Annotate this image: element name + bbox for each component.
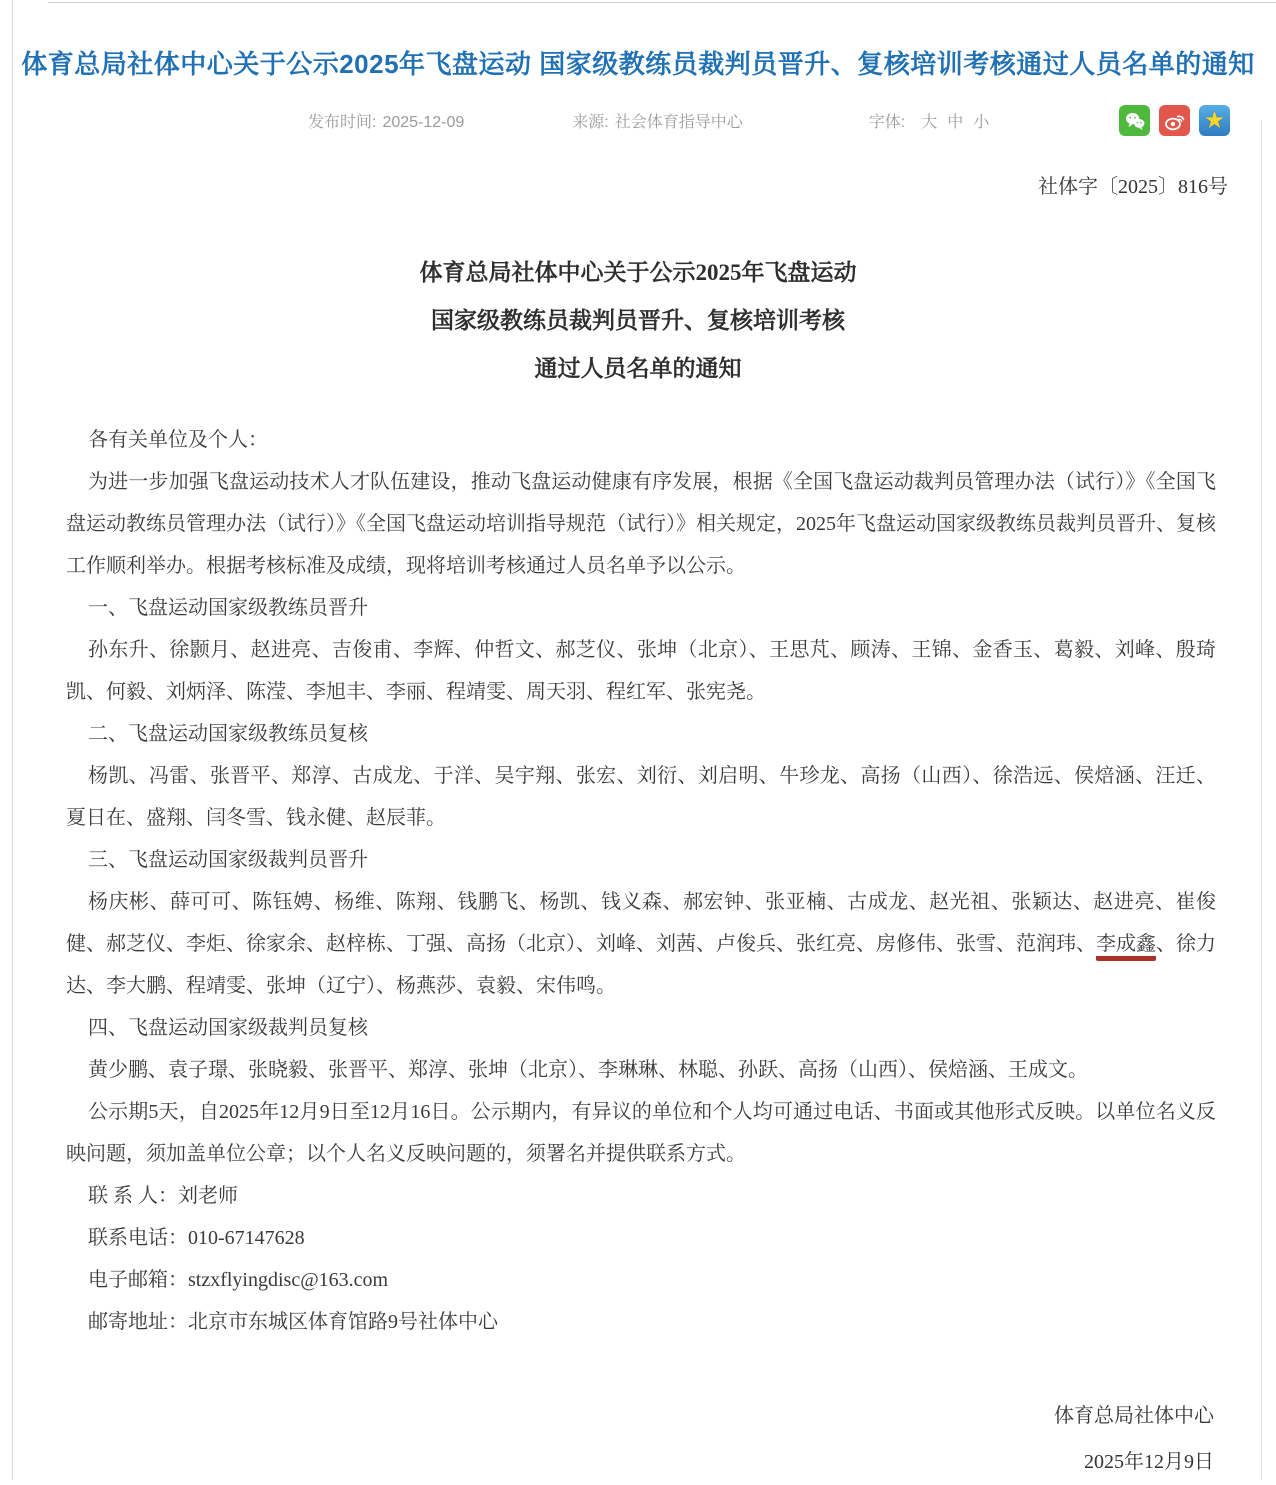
section-3-names-before: 杨庆彬、薛可可、陈钰娉、杨维、陈翔、钱鹏飞、杨凯、钱义森、郝宏钟、张亚楠、古成龙、赵光祖、张颖达、赵进亮、崔俊健、郝芝仪、李炬、徐家余、赵梓栋、丁强、高扬（北京）、刘峰、刘茜、卢俊兵、张红亮、房修伟、张雪、范润玮、 — [66, 891, 1216, 955]
publish-time-value: 2025-12-09 — [382, 114, 465, 131]
wechat-bubbles-icon — [1124, 110, 1146, 132]
publish-time-label: 发布时间: — [308, 114, 377, 131]
section-3-names — [66, 881, 1216, 1007]
document-title-line-1: 体育总局社体中心关于公示2025年飞盘运动 — [419, 260, 857, 285]
meta-row — [0, 105, 1276, 136]
contact-address-label: 邮寄地址： — [88, 1311, 188, 1333]
section-4-heading: 四、飞盘运动国家级裁判员复核 — [88, 1017, 368, 1039]
section-3-highlighted-name: 李成鑫 — [1096, 933, 1156, 961]
font-size-label: 字体: — [868, 114, 906, 131]
closing-paragraph: 公示期5天，自2025年12月9日至12月16日。公示期内，有异议的单位和个人均可通过电话、书面或其他形式反映。以单位名义反映问题，须加盖单位公章；以个人名义反映问题的，须署名并提供联系方式。 — [66, 1101, 1216, 1165]
contact-phone — [66, 1217, 1216, 1259]
contact-person-value: 刘老师 — [178, 1185, 238, 1207]
font-size-small-button[interactable]: 小 — [973, 114, 990, 131]
source-value: 社会体育指导中心 — [614, 114, 743, 131]
share-icons — [1119, 105, 1230, 136]
contact-person-label: 联 系 人： — [88, 1185, 178, 1207]
signature-org: 体育总局社体中心 — [1054, 1405, 1214, 1427]
page-frame-top — [48, 2, 1276, 3]
document-ref-number: 社体字〔2025〕816号 — [1038, 176, 1228, 198]
document-title — [0, 249, 1276, 393]
font-size-switcher — [859, 109, 990, 132]
section-2-names: 杨凯、冯雷、张晋平、郑淳、古成龙、于洋、吴宇翔、张宏、刘衍、刘启明、牛珍龙、高扬（山西）、徐浩远、侯焙涵、汪迁、夏日在、盛翔、闫冬雪、钱永健、赵辰菲。 — [66, 765, 1216, 829]
document-title-line-3: 通过人员名单的通知 — [534, 356, 742, 381]
section-1-names: 孙东升、徐颢月、赵进亮、吉俊甫、李辉、仲哲文、郝芝仪、张坤（北京）、王思芃、顾涛、王锦、金香玉、葛毅、刘峰、殷琦凯、何毅、刘炳泽、陈滢、李旭丰、李丽、程靖雯、周天羽、程红军、张宪尧。 — [66, 639, 1216, 703]
section-4-names: 黄少鹏、袁子璟、张晓毅、张晋平、郑淳、张坤（北京）、李琳琳、林聪、孙跃、高扬（山西）、侯焙涵、王成文。 — [88, 1059, 1088, 1081]
page-frame-left — [12, 0, 13, 1480]
qzone-share-icon[interactable] — [1199, 105, 1230, 136]
contact-address — [66, 1301, 1216, 1343]
page-title: 体育总局社体中心关于公示2025年飞盘运动 国家级教练员裁判员晋升、复核培训考核通过人员名单的通知 — [21, 49, 1255, 79]
contact-address-value: 北京市东城区体育馆路9号社体中心 — [188, 1311, 498, 1333]
contact-person — [66, 1175, 1216, 1217]
section-3-names-after: 、徐力达、李大鹏、程靖雯、张坤（辽宁）、杨燕莎、袁毅、宋伟鸣。 — [66, 933, 1216, 997]
contact-email-label: 电子邮箱： — [88, 1269, 188, 1291]
wechat-share-icon[interactable] — [1119, 105, 1150, 136]
contact-email-value: stzxflyingdisc@163.com — [188, 1269, 389, 1291]
weibo-eye-icon — [1164, 110, 1186, 132]
intro-paragraph: 为进一步加强飞盘运动技术人才队伍建设，推动飞盘运动健康有序发展，根据《全国飞盘运动裁判员管理办法（试行）》《全国飞盘运动教练员管理办法（试行）》《全国飞盘运动培训指导规范（试行）》相关规定，2025年飞盘运动国家级教练员裁判员晋升、复核工作顺利举办。根据考核标准及成绩，现将培训考核通过人员名单予以公示。 — [66, 471, 1216, 577]
salutation: 各有关单位及个人： — [88, 429, 268, 451]
publish-time — [308, 109, 464, 132]
contact-email — [66, 1259, 1216, 1301]
signature-block — [0, 1393, 1276, 1485]
qzone-star-icon: ★ — [1203, 106, 1226, 134]
source-label: 来源: — [572, 114, 609, 131]
section-1-heading: 一、飞盘运动国家级教练员晋升 — [88, 597, 368, 619]
font-size-large-button[interactable]: 大 — [921, 114, 938, 131]
font-size-medium-button[interactable]: 中 — [947, 114, 964, 131]
document-body — [66, 419, 1216, 1343]
section-3-heading: 三、飞盘运动国家级裁判员晋升 — [88, 849, 368, 871]
section-2-heading: 二、飞盘运动国家级教练员复核 — [88, 723, 368, 745]
signature-date: 2025年12月9日 — [1084, 1451, 1214, 1473]
contact-phone-label: 联系电话： — [88, 1227, 188, 1249]
document-title-line-2: 国家级教练员裁判员晋升、复核培训考核 — [431, 308, 845, 333]
page-frame-right — [1261, 120, 1262, 1480]
contact-phone-value: 010-67147628 — [188, 1227, 305, 1249]
source — [572, 109, 742, 132]
weibo-share-icon[interactable] — [1159, 105, 1190, 136]
